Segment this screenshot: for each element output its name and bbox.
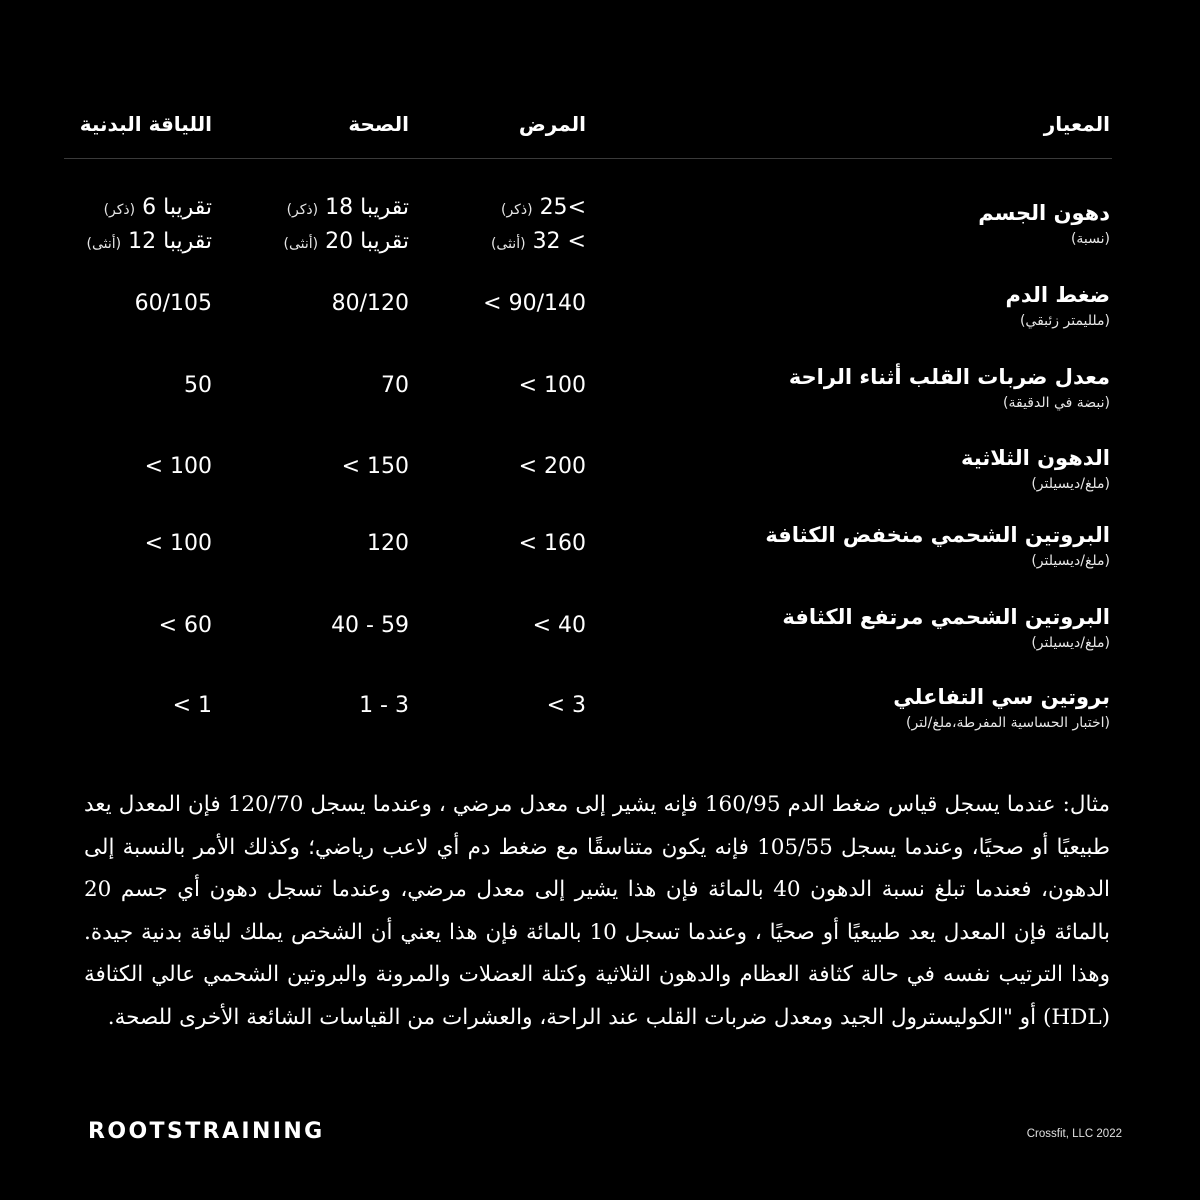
value: تقريبا 20 (325, 229, 409, 254)
fitness-cell: 60/105 (134, 291, 212, 316)
health-cell: 120 (367, 531, 409, 556)
disease-cell: 200 > (518, 454, 586, 479)
health-cell: 3 - 1 (359, 693, 409, 718)
fitness-cell: 1 > (172, 693, 212, 718)
criterion-name: معدل ضربات القلب أثناء الراحة (788, 365, 1110, 389)
disease-cell: 3 > (546, 693, 586, 718)
value-note: (ذكر) (286, 202, 319, 218)
disease-cell: 160 > (518, 531, 586, 556)
value-note: (أنثى) (283, 236, 319, 252)
criterion-name: ضغط الدم (1005, 283, 1110, 307)
fitness-cell: 100 > (144, 454, 212, 479)
criterion-name: البروتين الشحمي منخفض الكثافة (765, 523, 1110, 547)
health-cell: 70 (381, 373, 409, 398)
criterion-name: البروتين الشحمي مرتفع الكثافة (782, 605, 1110, 629)
criterion-cell (765, 520, 1110, 572)
example-paragraph: مثال: عندما يسجل قياس ضغط الدم 160/95 فإنه يشير إلى معدل مرضي ، وعندما يسجل 120/70 فإن المعدل يعد طبيعيًا أو صحيًا، وعندما يسجل 105/55 فإنه يكون متناسقًا مع ضغط دم أي لاعب رياضي؛ وكذلك الأمر بالنسبة إلى الدهون، فعندما تبلغ نسبة الدهون 40 بالمائة فإن هذا يشير إلى معدل مرضي، وعندما تسجل دهون أي جسم 20 بالمائة فإن المعدل يعد طبيعيًا أو صحيًا ، وعندما تسجل 10 بالمائة فإن هذا يعني أن الشخص يملك لياقة بدنية جيدة. وهذا الترتيب نفسه في حالة كثافة العظام والدهون الثلاثية وكتلة العضلات والمرونة والبروتين الشحمي عالي الكثافة (HDL) أو "الكوليسترول الجيد ومعدل ضربات القلب عند الراحة، والعشرات من القياسات الشائعة الأخرى للصحة. (84, 792, 1111, 1030)
criterion-unit: (ملليمتر زئبقي) (1019, 313, 1110, 329)
criterion-name: دهون الجسم (978, 201, 1110, 225)
criterion-unit: (ملغ/ديسيلتر) (1031, 476, 1110, 492)
criterion-cell (961, 443, 1110, 495)
value: > 32 (532, 229, 586, 254)
criterion-cell (1005, 280, 1110, 332)
value: تقريبا 6 (142, 195, 212, 220)
header-fitness: اللياقة البدنية (79, 112, 212, 136)
criterion-name: الدهون الثلاثية (961, 446, 1110, 470)
header-criterion: المعيار (1043, 112, 1110, 136)
value-note: (ذكر) (501, 202, 533, 218)
criterion-name: بروتين سي التفاعلي (893, 685, 1110, 709)
health-cell: 59 - 40 (331, 613, 409, 638)
health-cell: 80/120 (331, 291, 409, 316)
criterion-cell (782, 602, 1110, 654)
criterion-unit: (اختبار الحساسية المفرطة،ملغ/لتر) (906, 715, 1110, 731)
criterion-cell (789, 362, 1110, 414)
disease-cell: 100 > (518, 373, 586, 398)
table-header (64, 100, 1112, 159)
criterion-unit: (نبضة في الدقيقة) (1003, 395, 1110, 411)
value-note: (أنثى) (490, 236, 526, 252)
fitness-cell (87, 192, 212, 260)
criterion-cell (978, 198, 1110, 250)
value: تقريبا 18 (325, 195, 409, 220)
header-disease: المرض (518, 112, 586, 136)
health-cell (284, 192, 409, 260)
disease-cell: 40 > (532, 613, 586, 638)
criterion-unit: (نسبة) (1070, 231, 1110, 247)
criterion-unit: (ملغ/ديسيلتر) (1031, 553, 1110, 569)
fitness-cell: 50 (184, 373, 212, 398)
fitness-cell: 60 > (158, 613, 212, 638)
value: >25 (539, 195, 586, 220)
value: تقريبا 12 (128, 229, 212, 254)
criterion-cell (893, 682, 1110, 734)
disease-cell (491, 192, 586, 260)
fitness-cell: 100 > (144, 531, 212, 556)
header-health: الصحة (348, 112, 409, 136)
value-note: (ذكر) (103, 202, 136, 218)
disease-cell: 90/140 > (483, 291, 586, 316)
criterion-unit: (ملغ/ديسيلتر) (1031, 635, 1110, 651)
comparison-table (64, 100, 1112, 731)
copyright-text: Crossfit, LLC 2022 (1026, 1128, 1122, 1140)
brand-logo: ROOTSTRAINING (88, 1119, 325, 1144)
value-note: (أنثى) (86, 236, 122, 252)
health-cell: 150 > (341, 454, 409, 479)
